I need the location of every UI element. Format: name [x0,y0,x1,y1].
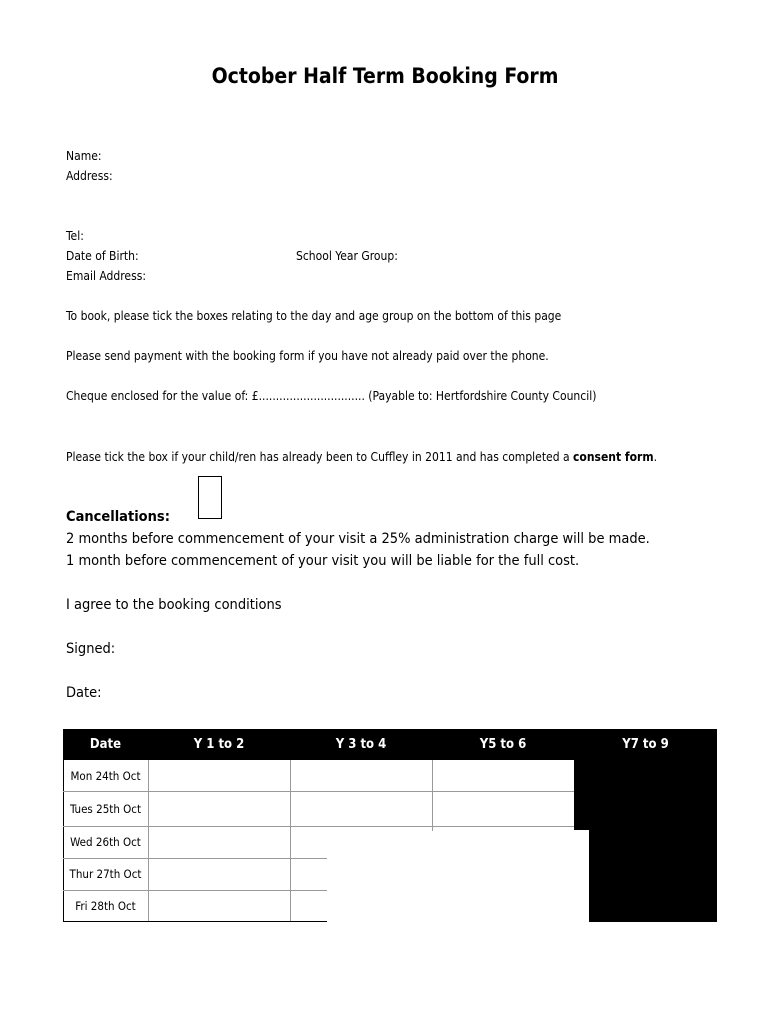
tick-tue-y5-6[interactable] [433,792,574,826]
date-label: Date: [66,685,102,701]
row-date-tue: Tues 25th Oct [69,801,142,816]
cancellations-heading: Cancellations: [66,509,170,525]
cancellation-line-1: 2 months before commencement of your visit a 25% administration charge will be made. [66,531,650,547]
payment-instructions: Please send payment with the booking form if you have not already paid over the phone. [66,349,549,363]
name-label: Name: [66,149,102,163]
header-y7-9: Y7 to 9 [574,729,717,760]
tick-mon-y3-4[interactable] [291,761,432,791]
dob-label: Date of Birth: [66,249,139,263]
consent-checkbox[interactable] [198,476,222,519]
tick-mon-y5-6[interactable] [433,761,574,791]
blocked-cell-y7-9-upper [574,760,717,830]
email-label: Email Address: [66,269,146,283]
row-date-wed: Wed 26th Oct [70,835,141,849]
consent-prefix: Please tick the box if your child/ren has already been to Cuffley in 2011 and has completed a [66,450,574,464]
grid-line [148,760,149,922]
tick-instructions: To book, please tick the boxes relating to the day and age group on the bottom of this page [66,309,562,323]
consent-suffix: . [653,450,658,464]
consent-line [66,450,657,464]
tick-tue-y1-2[interactable] [149,792,290,826]
header-y3-4: Y 3 to 4 [290,729,432,760]
header-y1-2: Y 1 to 2 [148,729,290,760]
table-border-bottom [63,921,327,922]
row-date-fri: Fri 28th Oct [75,898,136,913]
grid-line [432,760,433,831]
school-year-label: School Year Group: [296,249,398,263]
row-date-thu: Thur 27th Oct [69,867,142,881]
blocked-cell-y7-9-lower [589,826,717,922]
tick-wed-y1-2[interactable] [149,827,290,858]
header-date: Date [63,729,148,760]
tel-label: Tel: [66,229,84,243]
consent-bold: consent form [573,450,654,464]
form-title: October Half Term Booking Form [211,64,559,88]
header-y5-6: Y5 to 6 [432,729,574,760]
agree-text: I agree to the booking conditions [66,597,282,613]
grid-line [63,858,327,859]
signed-label: Signed: [66,641,116,657]
cancellation-line-2: 1 month before commencement of your visit you will be liable for the full cost. [66,553,580,569]
grid-line [63,826,574,827]
grid-line [290,760,291,922]
grid-line [63,791,574,792]
row-date-mon: Mon 24th Oct [70,768,141,783]
tick-fri-y1-2[interactable] [149,891,290,921]
cheque-line: Cheque enclosed for the value of: £............................... (Payable to: Hertfordshire County Council) [66,389,597,403]
address-label: Address: [66,169,113,183]
tick-tue-y3-4[interactable] [291,792,432,826]
tick-mon-y1-2[interactable] [149,761,290,791]
grid-line [63,890,327,891]
tick-thu-y1-2[interactable] [149,859,290,890]
